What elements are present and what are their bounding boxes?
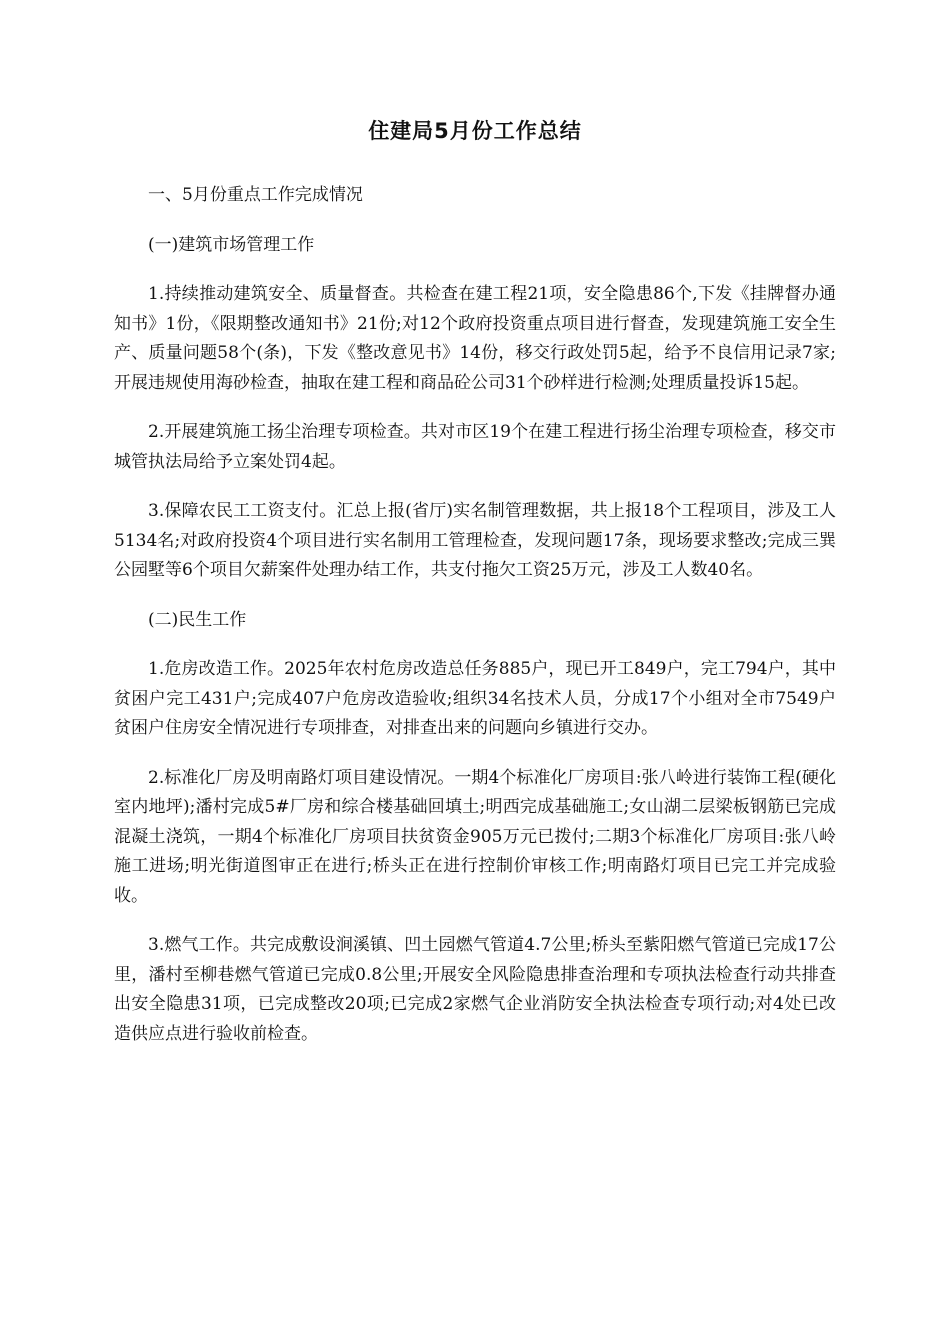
document-title: 住建局5月份工作总结	[368, 119, 582, 143]
subsection-heading-livelihood: (二)民生工作	[148, 609, 247, 630]
paragraph-safety-quality-inspection: 1.持续推动建筑安全、质量督查。共检查在建工程21项，安全隐患86个,下发《挂牌督办通知书》1份，《限期整改通知书》21份;对12个政府投资重点项目进行督查，发现建筑施工安全生产、质量问题58个(条)，下发《整改意见书》14份，移交行政处罚5起，给予不良信用记录7家;开展违规使用海砂检查，抽取在建工程和商品砼公司31个砂样进行检测;处理质量投诉15起。	[114, 284, 836, 393]
paragraph-dangerous-housing-renovation: 1.危房改造工作。2025年农村危房改造总任务885户，现已开工849户，完工794户，其中贫困户完工431户;完成407户危房改造验收;组织34名技术人员，分成17个小组对全市7549户贫困户住房安全情况进行专项排查，对排查出来的问题向乡镇进行交办。	[114, 659, 836, 738]
paragraph-gas-work: 3.燃气工作。共完成敷设涧溪镇、凹土园燃气管道4.7公里;桥头至紫阳燃气管道已完成17公里，潘村至柳巷燃气管道已完成0.8公里;开展安全风险隐患排查治理和专项执法检查行动共排查出安全隐患31项，已完成整改20项;已完成2家燃气企业消防安全执法检查专项行动;对4处已改造供应点进行验收前检查。	[114, 935, 836, 1044]
paragraph-dust-control-inspection: 2.开展建筑施工扬尘治理专项检查。共对市区19个在建工程进行扬尘治理专项检查，移交市城管执法局给予立案处罚4起。	[114, 422, 836, 472]
paragraph-standard-factory-projects: 2.标准化厂房及明南路灯项目建设情况。一期4个标准化厂房项目:张八岭进行装饰工程(硬化室内地坪);潘村完成5#厂房和综合楼基础回填土;明西完成基础施工;女山湖二层梁板钢筋已完成混凝土浇筑，一期4个标准化厂房项目扶贫资金905万元已拨付;二期3个标准化厂房项目:张八岭施工进场;明光街道图审正在进行;桥头正在进行控制价审核工作;明南路灯项目已完工并完成验收。	[114, 767, 836, 906]
section-heading-1: 一、5月份重点工作完成情况	[148, 185, 363, 205]
subsection-heading-construction-market: (一)建筑市场管理工作	[148, 234, 315, 255]
paragraph-migrant-worker-wages: 3.保障农民工工资支付。汇总上报(省厅)实名制管理数据，共上报18个工程项目，涉及工人5134名;对政府投资4个项目进行实名制用工管理检查，发现问题17条，现场要求整改;完成三巽公园墅等6个项目欠薪案件处理办结工作，共支付拖欠工资25万元，涉及工人数40名。	[114, 501, 836, 580]
